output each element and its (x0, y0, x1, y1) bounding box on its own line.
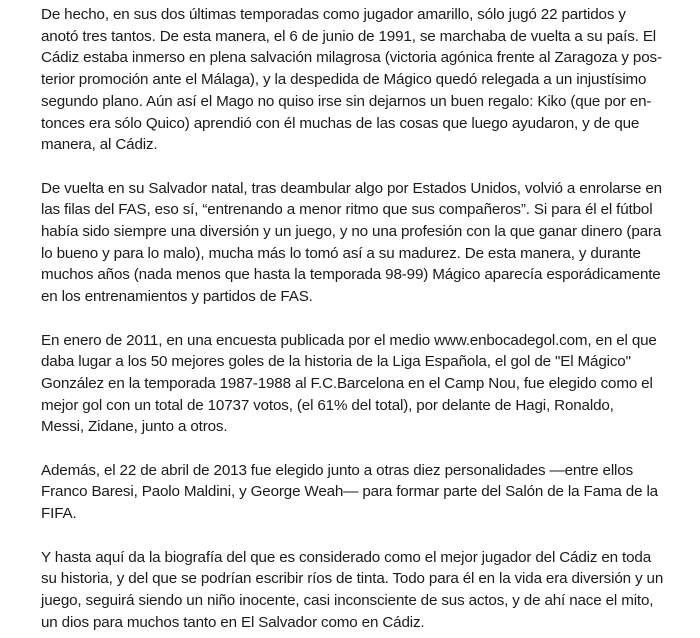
paragraph-best-goal-poll (41, 330, 684, 439)
text-line: Y hasta aquí da la biografía del que es considerado como el mejor jugador del Cádiz en toda (41, 548, 652, 566)
text-line: muchos años (nada menos que hasta la temporada 98-99) Mágico aparecía esporádicamente (41, 266, 661, 284)
paragraph-conclusion (41, 547, 684, 634)
text-line: un dios para muchos tanto en El Salvador como en Cádiz. (41, 613, 425, 631)
paragraph-return-to-el-salvador (41, 178, 684, 308)
text-line: Messi, Zidane, junto a otros. (41, 418, 228, 436)
text-line: en los entrenamientos y partidos de FAS. (41, 288, 313, 306)
text-line: mejor gol con un total de 10737 votos, (el 61% del total), por delante de Hagi, Ronaldo, (41, 396, 614, 414)
text-line: terior promoción ante el Málaga), y la despedida de Mágico quedó relegada a un injustísimo (41, 71, 647, 89)
text-line: González en la temporada 1987-1988 al F.C.Barcelona en el Camp Nou, fue elegido como el (41, 374, 653, 392)
text-line: Cádiz estaba inmerso en plena salvación milagrosa (victoria agónica frente al Zaragoza y pos- (41, 49, 662, 67)
text-line: Franco Baresi, Paolo Maldini, y George Weah— para formar parte del Salón de la Fama de la (41, 483, 658, 501)
text-line: tonces era sólo Quico) aprendió con él muchas de las cosas que luego ayudaron, y de que (41, 114, 640, 132)
text-line: las filas del FAS, eso sí, “entrenando a menor ritmo que sus compañeros”. Si para él el fútbol (41, 201, 653, 219)
paragraph-final-seasons (41, 4, 684, 156)
text-line: FIFA. (41, 505, 77, 523)
paragraph-hall-of-fame (41, 460, 684, 525)
text-line: juego, seguirá siendo un niño inocente, casi inconsciente de sus actos, y de ahí nace el mito, (41, 591, 654, 609)
text-line: De hecho, en sus dos últimas temporadas como jugador amarillo, sólo jugó 22 partidos y (41, 6, 626, 23)
text-line: su historia, y del que se podrían escribir ríos de tinta. Todo para él en la vida era diversión y un (41, 570, 664, 588)
text-line: daba lugar a los 50 mejores goles de la historia de la Liga Española, el gol de "El Mágico" (41, 353, 631, 371)
text-line: De vuelta en su Salvador natal, tras deambular algo por Estados Unidos, volvió a enrolarse en (41, 179, 662, 197)
text-line: manera, al Cádiz. (41, 136, 158, 154)
text-line: lo bueno y para lo malo), mucha más lo tomó así a su madurez. De esta manera, y durante (41, 244, 641, 262)
text-line: anotó tres tantos. De esta manera, el 6 de junio de 1991, se marchaba de vuelta a su país. El (41, 27, 657, 45)
text-line: segundo plano. Aún así el Mago no quiso irse sin dejarnos un buen regalo: Kiko (que por en- (41, 92, 652, 110)
text-line: En enero de 2011, en una encuesta publicada por el medio www.enbocadegol.com, en el que (41, 331, 657, 349)
text-line: Además, el 22 de abril de 2013 fue elegido junto a otras diez personalidades —entre ellos (41, 461, 634, 479)
text-line: había sido siempre una diversión y un juego, y no una profesión con la que ganar dinero (para (41, 223, 662, 241)
